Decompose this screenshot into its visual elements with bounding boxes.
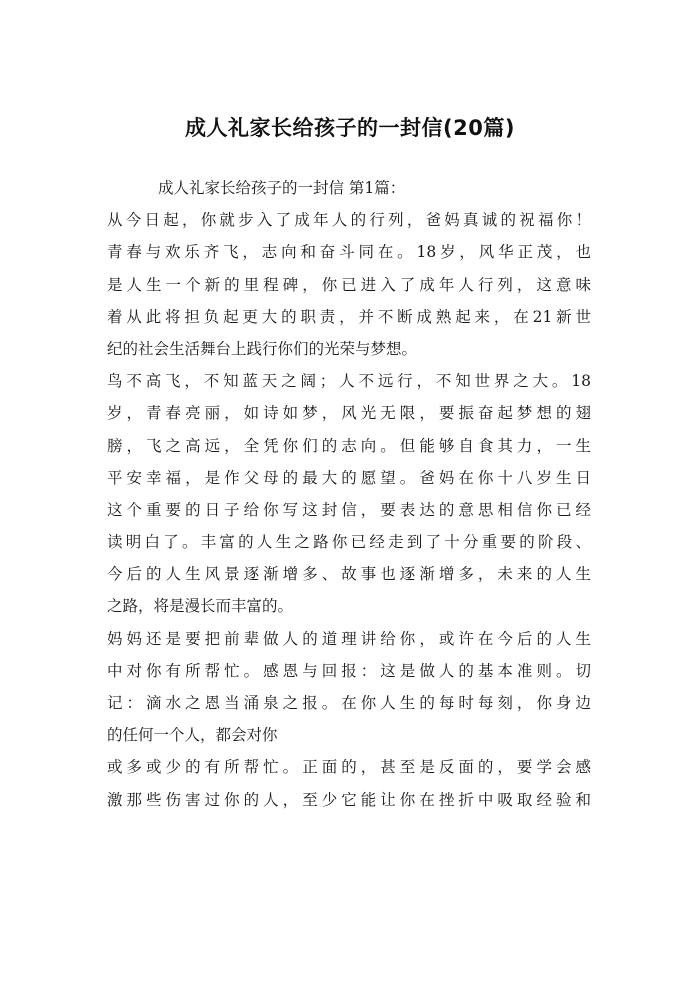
text-line: 是人生一个新的里程碑，你已进入了成年人行列，这意味 — [107, 275, 591, 294]
text-line: 妈妈还是要把前辈做人的道理讲给你，或许在今后的人生 — [107, 629, 591, 648]
text-line: 之路，将是漫长而丰富的。 — [107, 597, 294, 616]
text-line: 膀，飞之高远，全凭你们的志向。但能够自食其力，一生 — [107, 436, 591, 455]
text-line: 读明白了。丰富的人生之路你已经走到了十分重要的阶段、 — [107, 533, 591, 552]
text-line: 青春与欢乐齐飞，志向和奋斗同在。18岁，风华正茂，也 — [107, 243, 591, 262]
document-body — [107, 172, 591, 816]
text-line: 今后的人生风景逐渐增多、故事也逐渐增多，未来的人生 — [107, 565, 591, 584]
text-line: 记：滴水之恩当涌泉之报。在你人生的每时每刻，你身边 — [107, 694, 591, 712]
text-line: 着从此将担负起更大的职责，并不断成熟起来，在21新世 — [107, 307, 591, 326]
text-line: 平安幸福，是作父母的最大的愿望。爸妈在你十八岁生日 — [107, 468, 591, 487]
text-line: 中对你有所帮忙。感恩与回报：这是做人的基本准则。切 — [107, 661, 591, 680]
text-line: 从今日起，你就步入了成年人的行列，爸妈真诚的祝福你！ — [107, 211, 591, 230]
text-line: 的任何一个人，都会对你 — [107, 726, 278, 745]
text-line: 这个重要的日子给你写这封信，要表达的意思相信你已经 — [107, 500, 591, 519]
section-heading: 成人礼家长给孩子的一封信 第1篇： — [158, 179, 406, 197]
text-line: 纪的社会生活舞台上践行你们的光荣与梦想。 — [107, 339, 418, 358]
document-title: 成人礼家长给孩子的一封信(20篇) — [185, 116, 515, 140]
text-line: 岁，青春亮丽，如诗如梦，风光无限，要振奋起梦想的翅 — [107, 404, 591, 423]
text-line: 或多或少的有所帮忙。正面的，甚至是反面的，要学会感 — [107, 758, 591, 777]
text-line: 鸟不高飞，不知蓝天之阔；人不远行，不知世界之大。18 — [107, 372, 591, 391]
text-line: 激那些伤害过你的人，至少它能让你在挫折中吸取经验和 — [107, 790, 591, 809]
